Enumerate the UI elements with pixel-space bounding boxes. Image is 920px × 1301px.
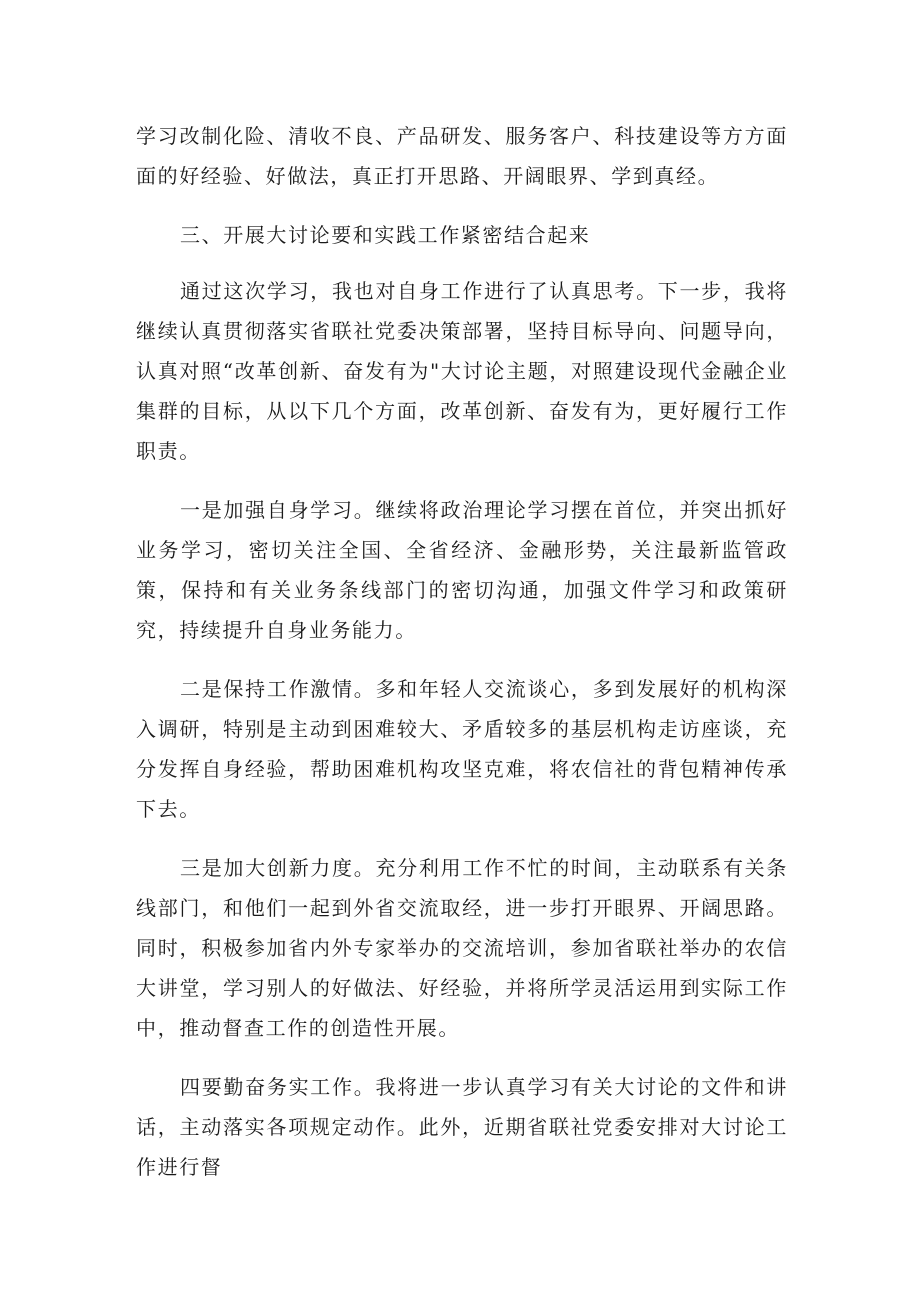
paragraph-point-1: 一是加强自身学习。继续将政治理论学习摆在首位，并突出抓好业务学习，密切关注全国、全省经济、金融形势，关注最新监管政策，保持和有关业务条线部门的密切沟通，加强文件学习和政策研究，持续提升自身业务能力。 [136,498,788,642]
section-heading: 三、开展大讨论要和实践工作紧密结合起来 [180,223,591,247]
paragraph-point-3: 三是加大创新力度。充分利用工作不忙的时间，主动联系有关条线部门，和他们一起到外省交流取经，进一步打开眼界、开阔思路。同时，积极参加省内外专家举办的交流培训，参加省联社举办的农信大讲堂，学习别人的好做法、好经验，并将所学灵活运用到实际工作中，推动督查工作的创造性开展。 [136,856,788,1040]
paragraph-point-4: 四要勤奋务实工作。我将进一步认真学习有关大讨论的文件和讲话，主动落实各项规定动作。此外，近期省联社党委安排对大讨论工作进行督 [136,1075,788,1179]
paragraph-intro: 通过这次学习，我也对自身工作进行了认真思考。下一步，我将继续认真贯彻落实省联社党委决策部署，坚持目标导向、问题导向，认真对照“改革创新、奋发有为"大讨论主题，对照建设现代金融企业集群的目标，从以下几个方面，改革创新、奋发有为，更好履行工作职责。 [136,279,788,463]
paragraph-continuation: 学习改制化险、清收不良、产品研发、服务客户、科技建设等方方面面的好经验、好做法，真正打开思路、开阔眼界、学到真经。 [136,124,788,188]
paragraph-point-2: 二是保持工作激情。多和年轻人交流谈心，多到发展好的机构深入调研，特别是主动到困难较大、矛盾较多的基层机构走访座谈，充分发挥自身经验，帮助困难机构攻坚克难，将农信社的背包精神传承下去。 [136,677,788,821]
document-body [136,116,788,1206]
